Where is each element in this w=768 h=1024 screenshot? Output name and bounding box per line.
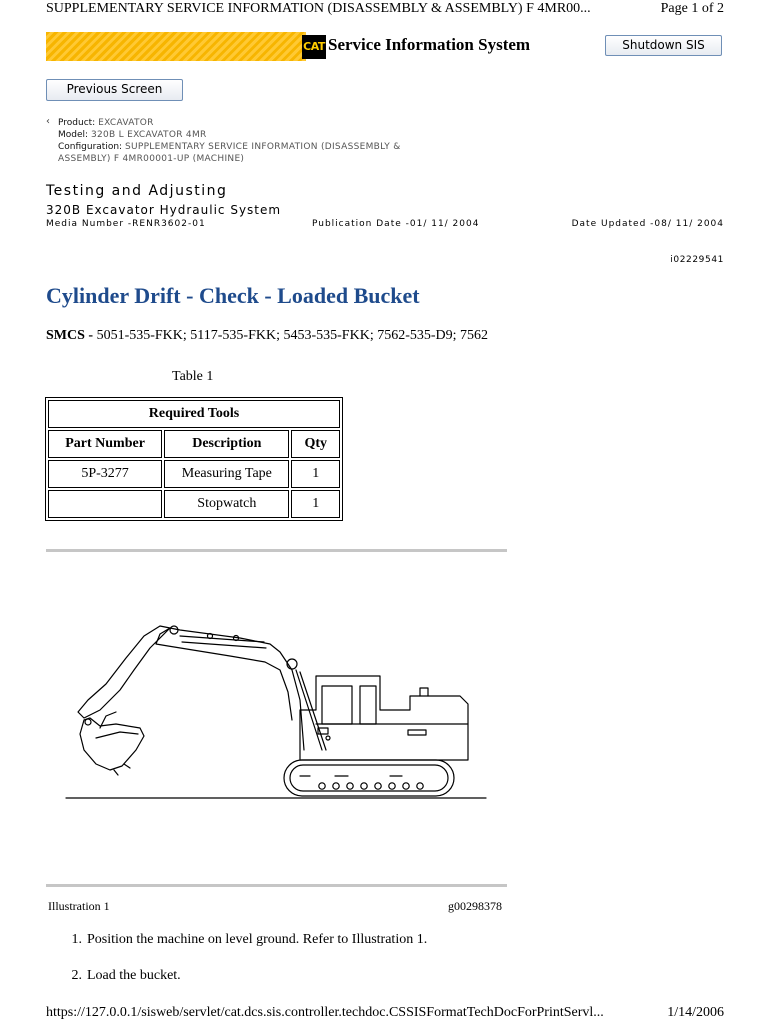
cab-door [360, 686, 376, 724]
product-key: Product: [58, 118, 96, 128]
media-number: Media Number -RENR3602-01 [46, 219, 206, 229]
shutdown-sis-button[interactable]: Shutdown SIS [605, 35, 722, 56]
required-tools-table [45, 397, 343, 521]
table-caption: Table 1 [172, 369, 214, 384]
model-row [46, 129, 466, 141]
table-cell: 1 [291, 490, 340, 518]
step-text: Load the bucket. [87, 968, 181, 983]
smcs-codes: 5051-535-FKK; 5117-535-FKK; 5453-535-FKK; 7562-535-D9; 7562 [93, 328, 489, 343]
configuration-row [46, 141, 466, 153]
footer-url: https://127.0.0.1/sisweb/servlet/cat.dcs.sis.controller.techdoc.CSSISFormatTechDocForPrintServl... [46, 1005, 604, 1020]
bucket [80, 718, 144, 770]
stick [78, 626, 170, 718]
print-header [46, 0, 724, 22]
back-chevron-icon[interactable]: ‹ [46, 116, 50, 127]
table-cell: 5P-3277 [48, 460, 162, 488]
footer-date: 1/14/2006 [667, 1005, 724, 1020]
print-header-page: Page 1 of 2 [660, 1, 724, 16]
illustration-code: g00298378 [448, 899, 502, 913]
product-meta [46, 117, 466, 165]
sis-title: Service Information System [328, 35, 531, 54]
step-text: Position the machine on level ground. Refer to Illustration 1. [87, 932, 428, 947]
excavator-illustration [60, 600, 490, 810]
table-header-row [48, 430, 340, 458]
column-header: Qty [291, 430, 340, 458]
column-header: Part Number [48, 430, 162, 458]
list-item [46, 932, 427, 948]
table-row [48, 460, 340, 488]
date-updated: Date Updated -08/ 11/ 2004 [571, 219, 724, 229]
publication-date: Publication Date -01/ 11/ 2004 [312, 219, 480, 229]
table-title-row [48, 400, 340, 428]
table-cell: Measuring Tape [164, 460, 289, 488]
step-number: 2. [71, 968, 82, 983]
configuration-key: Configuration: [58, 142, 123, 152]
product-row [46, 117, 466, 129]
section-title: Testing and Adjusting [46, 183, 228, 199]
product-value: EXCAVATOR [98, 118, 154, 128]
sis-banner [46, 32, 722, 61]
divider-bottom [46, 884, 507, 887]
configuration-row-2 [46, 153, 466, 165]
stick-cylinder [180, 636, 264, 642]
step-number: 1. [71, 932, 82, 947]
table-cell: Stopwatch [164, 490, 289, 518]
column-header: Description [164, 430, 289, 458]
track-inner [290, 765, 448, 791]
table-title: Required Tools [48, 400, 340, 428]
print-header-title: SUPPLEMENTARY SERVICE INFORMATION (DISASSEMBLY & ASSEMBLY) F 4MR00... [46, 1, 591, 16]
table-cell [48, 490, 162, 518]
smcs-label: SMCS - [46, 328, 94, 343]
stick-pin [170, 626, 178, 634]
cat-logo: CAT [302, 35, 326, 59]
page-title: Cylinder Drift - Check - Loaded Bucket [46, 283, 420, 308]
cab-window [322, 686, 352, 724]
track-rollers [319, 783, 423, 789]
section-subtitle: 320B Excavator Hydraulic System [46, 203, 282, 217]
divider-top [46, 549, 507, 552]
document-id: i02229541 [670, 255, 724, 265]
model-key: Model: [58, 130, 89, 140]
configuration-value-line2: ASSEMBLY) F 4MR00001-UP (MACHINE) [58, 154, 245, 164]
exhaust [420, 688, 428, 696]
configuration-value-line1: SUPPLEMENTARY SERVICE INFORMATION (DISASSEMBLY & [124, 142, 401, 152]
previous-screen-button[interactable]: Previous Screen [46, 79, 183, 101]
banner-stripe [46, 32, 306, 61]
table-row [48, 490, 340, 518]
model-value: 320B L EXCAVATOR 4MR [90, 130, 207, 140]
illustration-label: Illustration 1 [48, 899, 110, 913]
smcs-line [46, 328, 488, 344]
list-item [46, 968, 181, 984]
boom [156, 628, 304, 750]
table-cell: 1 [291, 460, 340, 488]
